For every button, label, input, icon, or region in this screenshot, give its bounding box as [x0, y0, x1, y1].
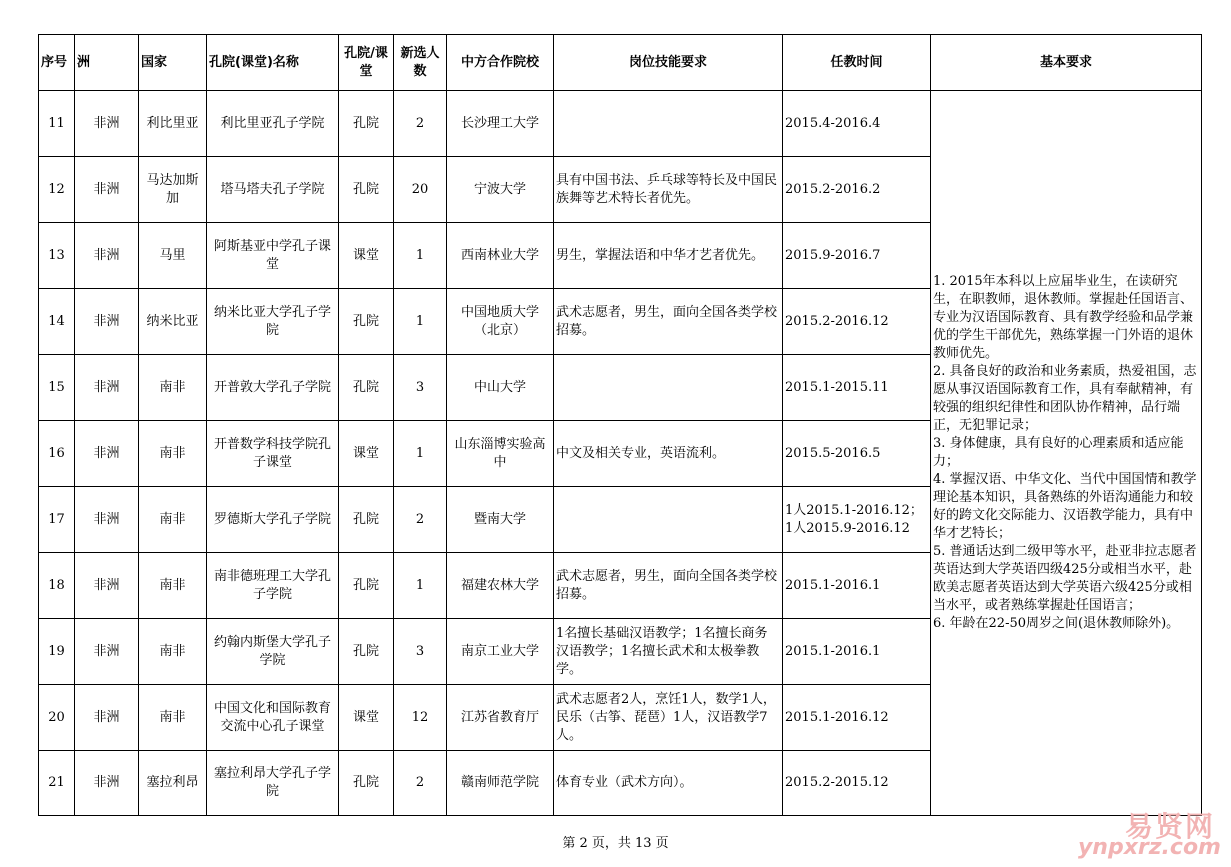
cell-seq: 17 — [39, 487, 75, 553]
cell-period: 1人2015.1-2016.12；1人2015.9-2016.12 — [783, 487, 931, 553]
header-seq: 序号 — [39, 35, 75, 91]
cell-institute: 利比里亚孔子学院 — [207, 91, 339, 157]
cell-institute: 约翰内斯堡大学孔子学院 — [207, 619, 339, 685]
cell-partner: 宁波大学 — [447, 157, 554, 223]
cell-count: 1 — [394, 553, 447, 619]
cell-count: 2 — [394, 487, 447, 553]
cell-seq: 19 — [39, 619, 75, 685]
cell-institute: 塞拉利昂大学孔子学院 — [207, 751, 339, 816]
cell-seq: 13 — [39, 223, 75, 289]
cell-type: 孔院 — [339, 553, 394, 619]
cell-period: 2015.2-2016.12 — [783, 289, 931, 355]
cell-skills: 男生，掌握法语和中华才艺者优先。 — [554, 223, 783, 289]
cell-institute: 开普敦大学孔子学院 — [207, 355, 339, 421]
cell-count: 3 — [394, 355, 447, 421]
cell-period: 2015.1-2016.1 — [783, 619, 931, 685]
page-footer: 第 2 页，共 13 页 — [562, 836, 669, 851]
cell-count: 1 — [394, 223, 447, 289]
cell-type: 孔院 — [339, 91, 394, 157]
cell-count: 12 — [394, 685, 447, 751]
cell-skills: 中文及相关专业，英语流利。 — [554, 421, 783, 487]
cell-seq: 15 — [39, 355, 75, 421]
cell-country: 马达加斯加 — [139, 157, 207, 223]
header-type: 孔院/课堂 — [339, 35, 394, 91]
cell-continent: 非洲 — [75, 91, 139, 157]
cell-country: 南非 — [139, 421, 207, 487]
cell-country: 利比里亚 — [139, 91, 207, 157]
cell-seq: 20 — [39, 685, 75, 751]
cell-type: 课堂 — [339, 421, 394, 487]
cell-partner: 暨南大学 — [447, 487, 554, 553]
cell-partner: 中山大学 — [447, 355, 554, 421]
table-row — [39, 91, 1202, 157]
cell-institute: 南非德班理工大学孔子学院 — [207, 553, 339, 619]
cell-institute: 塔马塔夫孔子学院 — [207, 157, 339, 223]
cell-country: 南非 — [139, 355, 207, 421]
cell-period: 2015.1-2016.1 — [783, 553, 931, 619]
cell-institute: 纳米比亚大学孔子学院 — [207, 289, 339, 355]
header-basic: 基本要求 — [931, 35, 1202, 91]
cell-country: 塞拉利昂 — [139, 751, 207, 816]
cell-skills: 具有中国书法、乒乓球等特长及中国民族舞等艺术特长者优先。 — [554, 157, 783, 223]
cell-continent: 非洲 — [75, 223, 139, 289]
requirement-item: 3. 身体健康，具有良好的心理素质和适应能力； — [933, 436, 1184, 469]
watermark-logo-text: 易贤网 — [1124, 810, 1215, 843]
cell-country: 纳米比亚 — [139, 289, 207, 355]
requirement-item: 4. 掌握汉语、中华文化、当代中国国情和教学理论基本知识，具备熟练的外语沟通能力和较好的跨文化交际能力、汉语教学能力，具有中华才艺特长； — [933, 472, 1197, 541]
cell-period: 2015.2-2015.12 — [783, 751, 931, 816]
cell-skills: 武术志愿者2人，烹饪1人，数学1人，民乐（古筝、琵琶）1人，汉语教学7人。 — [554, 685, 783, 751]
cell-type: 孔院 — [339, 751, 394, 816]
cell-continent: 非洲 — [75, 355, 139, 421]
cell-continent: 非洲 — [75, 619, 139, 685]
cell-institute: 阿斯基亚中学孔子课堂 — [207, 223, 339, 289]
cell-skills: 武术志愿者，男生，面向全国各类学校招募。 — [554, 289, 783, 355]
cell-partner: 长沙理工大学 — [447, 91, 554, 157]
cell-seq: 14 — [39, 289, 75, 355]
cell-skills — [554, 487, 783, 553]
requirement-item: 1. 2015年本科以上应届毕业生，在读研究生，在职教师，退休教师。掌握赴任国语言、专业为汉语国际教育、具有教学经验和品学兼优的学生干部优先，熟练掌握一门外语的退休教师优先。 — [933, 274, 1194, 361]
cell-country: 马里 — [139, 223, 207, 289]
table-body — [39, 91, 1202, 816]
cell-type: 课堂 — [339, 685, 394, 751]
cell-continent: 非洲 — [75, 553, 139, 619]
cell-seq: 21 — [39, 751, 75, 816]
header-skills: 岗位技能要求 — [554, 35, 783, 91]
cell-country: 南非 — [139, 685, 207, 751]
cell-continent: 非洲 — [75, 487, 139, 553]
cell-type: 孔院 — [339, 289, 394, 355]
cell-period: 2015.1-2016.12 — [783, 685, 931, 751]
cell-partner: 山东淄博实验高中 — [447, 421, 554, 487]
header-period: 任教时间 — [783, 35, 931, 91]
cell-skills — [554, 91, 783, 157]
header-continent: 洲 — [75, 35, 139, 91]
cell-continent: 非洲 — [75, 751, 139, 816]
header-count: 新选人数 — [394, 35, 447, 91]
cell-continent: 非洲 — [75, 289, 139, 355]
requirement-item: 2. 具备良好的政治和业务素质，热爱祖国，志愿从事汉语国际教育工作，具有奉献精神，有较强的组织纪律性和团队协作精神，品行端正，无犯罪记录； — [933, 364, 1197, 433]
watermark-url: ynpxrz.com — [1077, 835, 1221, 860]
header-institute: 孔院(课堂)名称 — [207, 35, 339, 91]
cell-skills: 武术志愿者，男生，面向全国各类学校招募。 — [554, 553, 783, 619]
cell-type: 孔院 — [339, 355, 394, 421]
cell-partner: 福建农林大学 — [447, 553, 554, 619]
site-watermark — [1075, 805, 1225, 861]
cell-seq: 12 — [39, 157, 75, 223]
cell-continent: 非洲 — [75, 157, 139, 223]
cell-count: 2 — [394, 91, 447, 157]
header-country: 国家 — [139, 35, 207, 91]
cell-seq: 16 — [39, 421, 75, 487]
header-row — [39, 35, 1202, 91]
cell-count: 3 — [394, 619, 447, 685]
cell-period: 2015.2-2016.2 — [783, 157, 931, 223]
cell-institute: 开普数学科技学院孔子课堂 — [207, 421, 339, 487]
cell-skills: 1名擅长基础汉语教学；1名擅长商务汉语教学；1名擅长武术和太极拳教学。 — [554, 619, 783, 685]
cell-seq: 11 — [39, 91, 75, 157]
cell-partner: 赣南师范学院 — [447, 751, 554, 816]
cell-country: 南非 — [139, 619, 207, 685]
cell-type: 课堂 — [339, 223, 394, 289]
cell-partner: 中国地质大学（北京） — [447, 289, 554, 355]
cell-period: 2015.1-2015.11 — [783, 355, 931, 421]
cell-institute: 罗德斯大学孔子学院 — [207, 487, 339, 553]
cell-institute: 中国文化和国际教育交流中心孔子课堂 — [207, 685, 339, 751]
cell-country: 南非 — [139, 487, 207, 553]
cell-type: 孔院 — [339, 487, 394, 553]
cell-count: 1 — [394, 289, 447, 355]
volunteer-table — [38, 34, 1202, 816]
requirement-item: 6. 年龄在22-50周岁之间(退休教师除外)。 — [933, 616, 1180, 631]
cell-count: 1 — [394, 421, 447, 487]
cell-type: 孔院 — [339, 157, 394, 223]
cell-country: 南非 — [139, 553, 207, 619]
header-partner: 中方合作院校 — [447, 35, 554, 91]
basic-requirements — [931, 91, 1202, 816]
cell-count: 20 — [394, 157, 447, 223]
cell-skills: 体育专业（武术方向）。 — [554, 751, 783, 816]
cell-seq: 18 — [39, 553, 75, 619]
cell-period: 2015.4-2016.4 — [783, 91, 931, 157]
cell-skills — [554, 355, 783, 421]
requirement-item: 5. 普通话达到二级甲等水平，赴亚非拉志愿者英语达到大学英语四级425分或相当水平，赴欧美志愿者英语达到大学英语六级425分或相当水平，或者熟练掌握赴任国语言； — [933, 544, 1197, 613]
cell-partner: 南京工业大学 — [447, 619, 554, 685]
cell-partner: 西南林业大学 — [447, 223, 554, 289]
cell-period: 2015.9-2016.7 — [783, 223, 931, 289]
cell-partner: 江苏省教育厅 — [447, 685, 554, 751]
cell-continent: 非洲 — [75, 421, 139, 487]
cell-continent: 非洲 — [75, 685, 139, 751]
cell-type: 孔院 — [339, 619, 394, 685]
cell-count: 2 — [394, 751, 447, 816]
cell-period: 2015.5-2016.5 — [783, 421, 931, 487]
